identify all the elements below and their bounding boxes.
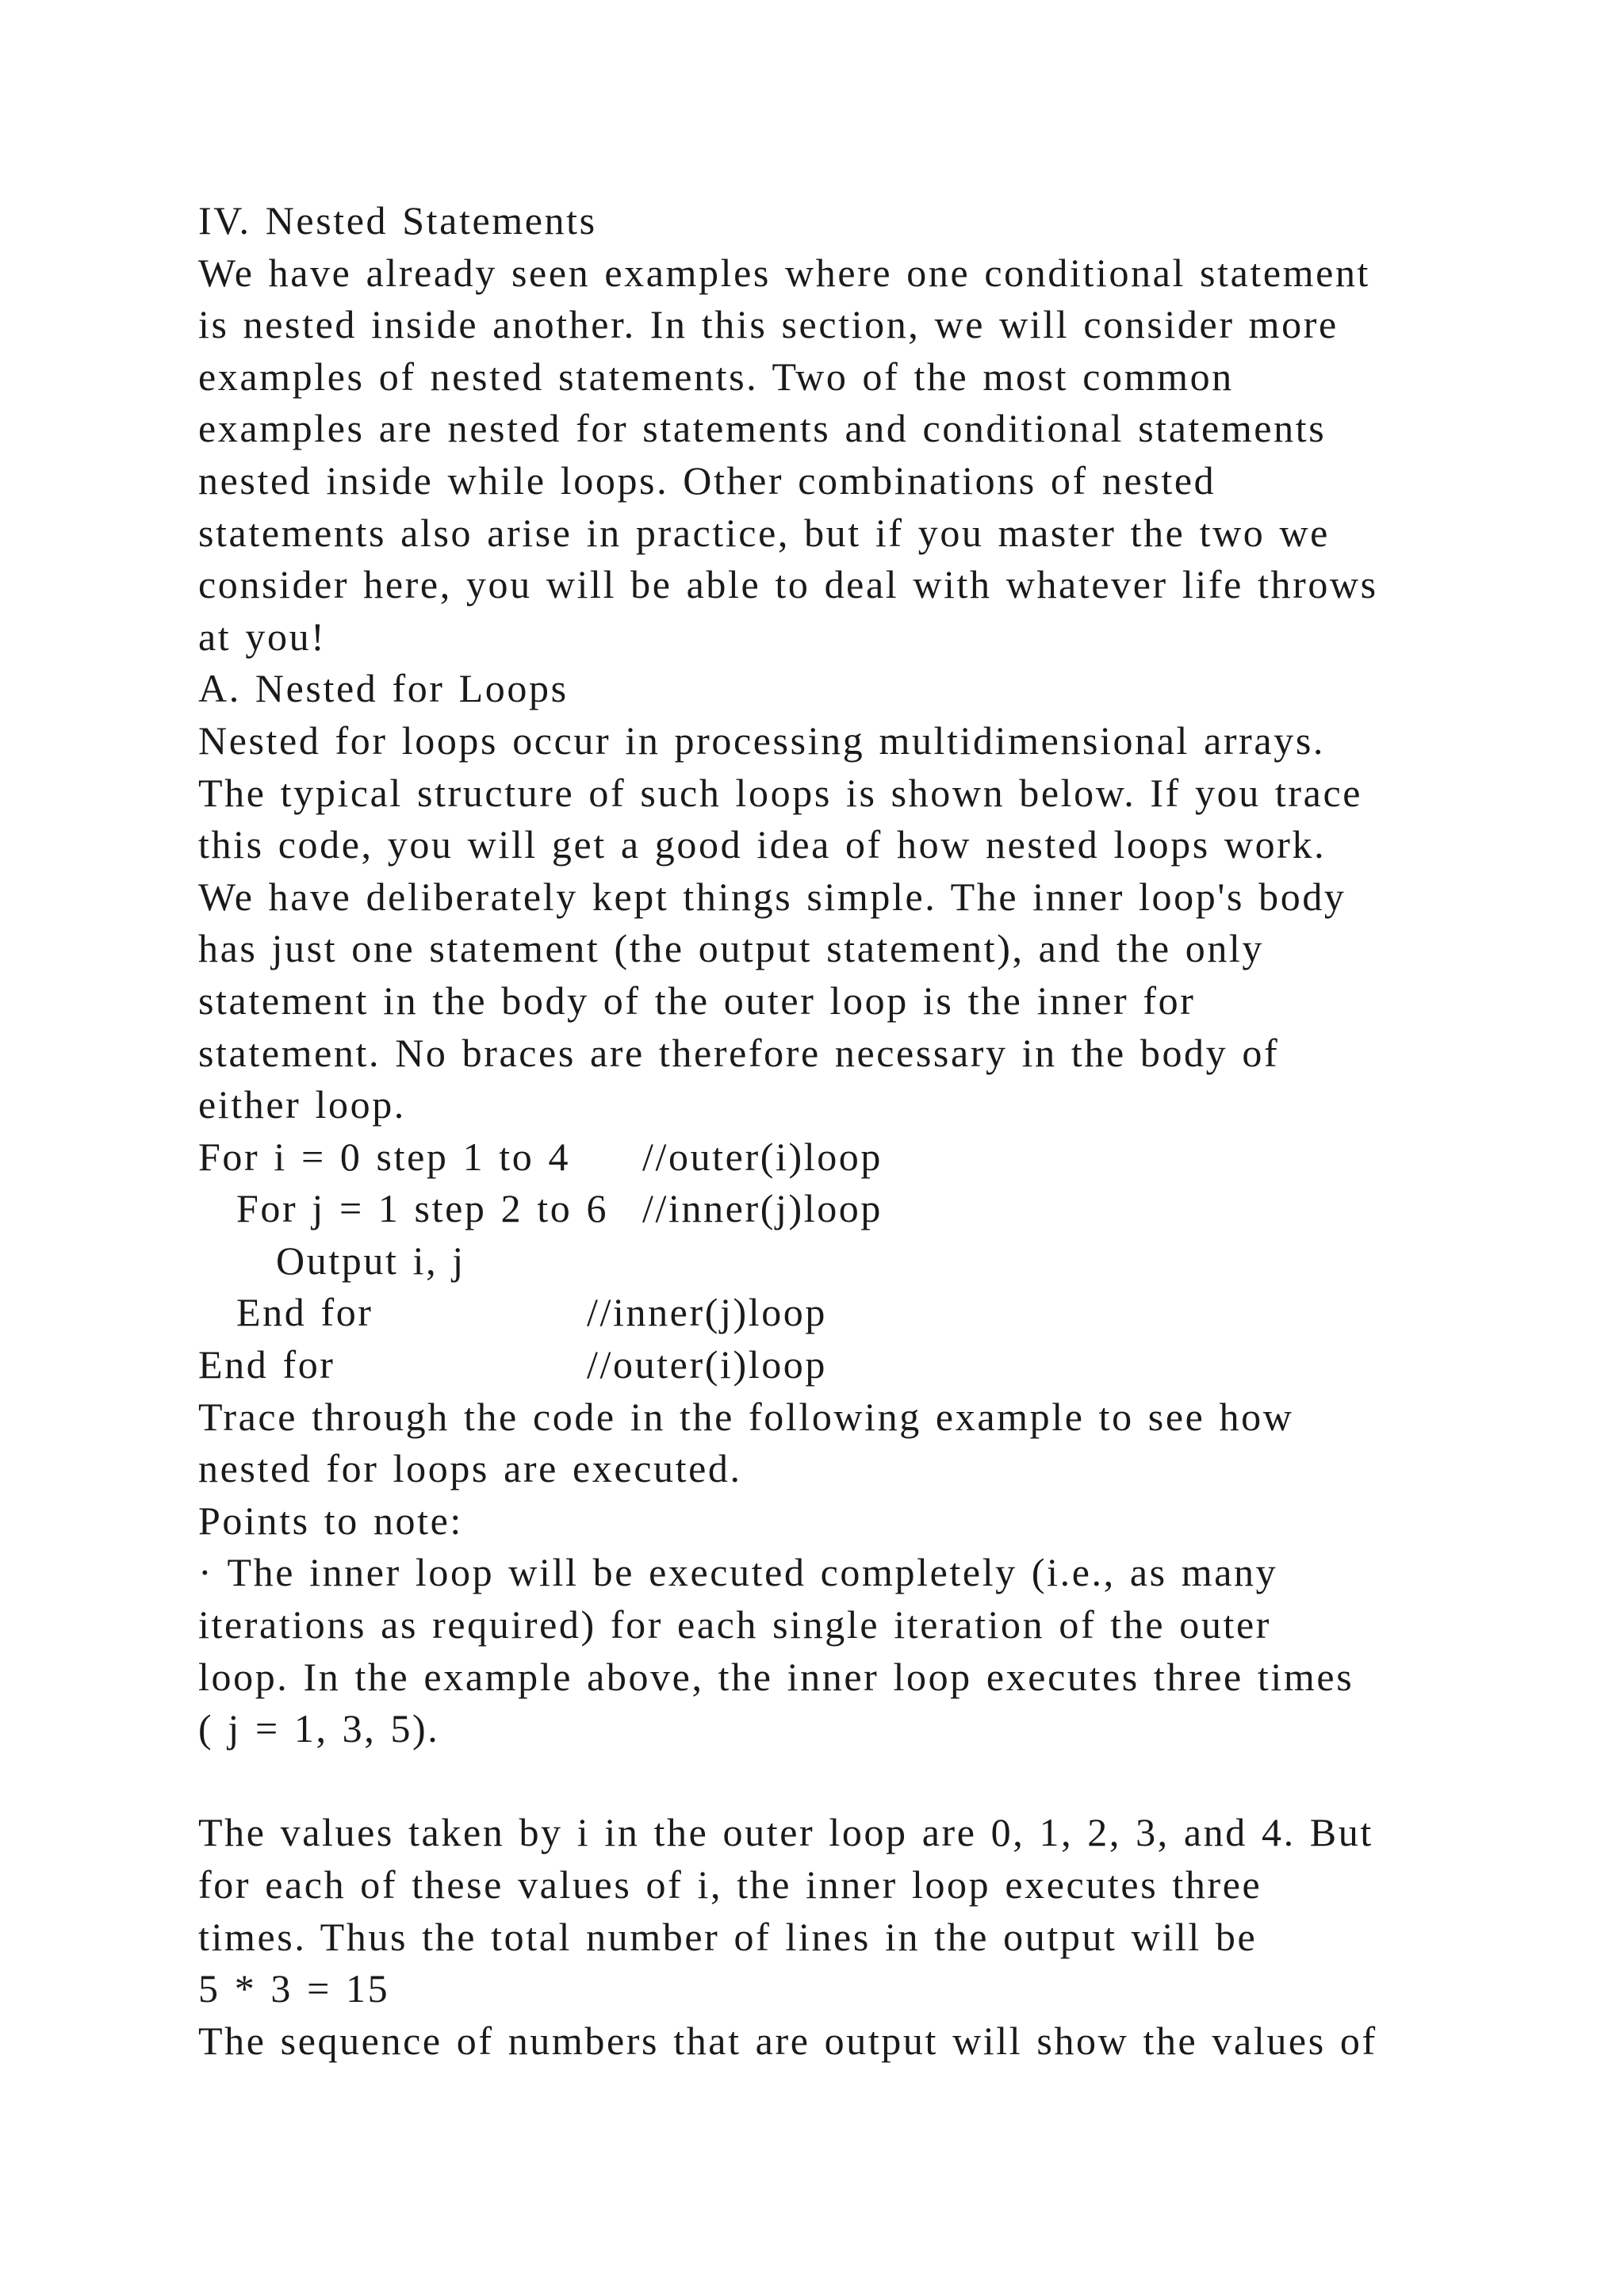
section-a-line: has just one statement (the output statement), and the only (198, 926, 1265, 971)
section-a-line: The typical structure of such loops is shown below. If you trace (198, 770, 1363, 815)
trace-line: nested for loops are executed. (198, 1446, 742, 1491)
intro-line: consider here, you will be able to deal with whatever life throws (198, 562, 1378, 607)
code-comment: //outer(i)loop (587, 1342, 828, 1387)
point-1-line: · The inner loop will be executed completely (i.e., as many (198, 1550, 1278, 1595)
section-heading: IV. Nested Statements (198, 198, 597, 243)
section-a-line: statement. No braces are therefore necessary in the body of (198, 1030, 1280, 1075)
intro-line: We have already seen examples where one conditional statement (198, 250, 1371, 295)
section-a-line: Nested for loops occur in processing multidimensional arrays. (198, 718, 1325, 763)
code-line-outer-end (198, 1339, 1499, 1391)
point-2-line: 5 * 3 = 15 (198, 1966, 390, 2011)
code-statement: For i = 0 step 1 to 4 (198, 1134, 571, 1179)
point-1-line: ( j = 1, 3, 5). (198, 1706, 440, 1751)
code-statement: Output i, j (276, 1238, 465, 1283)
section-a-line: this code, you will get a good idea of how nested loops work. (198, 822, 1327, 867)
point-2-line: The values taken by i in the outer loop are 0, 1, 2, 3, and 4. But (198, 1810, 1373, 1855)
point-2-line: times. Thus the total number of lines in the output will be (198, 1914, 1258, 1959)
section-a-line: We have deliberately kept things simple. The inner loop's body (198, 874, 1346, 919)
intro-line: at you! (198, 614, 327, 659)
code-line-inner-end (198, 1287, 1499, 1339)
point-1-line: iterations as required) for each single iteration of the outer (198, 1602, 1272, 1647)
subsection-heading: A. Nested for Loops (198, 666, 569, 711)
intro-line: is nested inside another. In this section, we will consider more (198, 302, 1339, 347)
section-a-line: either loop. (198, 1082, 406, 1127)
code-comment: //outer(i)loop (642, 1134, 883, 1179)
intro-line: statements also arise in practice, but if you master the two we (198, 510, 1330, 555)
code-comment: //inner(j)loop (587, 1290, 828, 1335)
code-comment: //inner(j)loop (642, 1186, 883, 1231)
trace-line: Trace through the code in the following example to see how (198, 1394, 1294, 1439)
paragraph-spacer (198, 1755, 1499, 1808)
code-statement: For j = 1 step 2 to 6 (236, 1186, 609, 1231)
point-1-line: loop. In the example above, the inner loop executes three times (198, 1654, 1354, 1699)
intro-line: nested inside while loops. Other combinations of nested (198, 457, 1216, 503)
points-label: Points to note: (198, 1498, 463, 1543)
code-line-inner-for (198, 1183, 1499, 1235)
intro-line: examples of nested statements. Two of the most common (198, 354, 1234, 399)
code-statement: End for (236, 1290, 373, 1335)
code-line-output (198, 1235, 1499, 1288)
point-2-line: The sequence of numbers that are output will show the values of (198, 2018, 1377, 2063)
document-body (198, 195, 1499, 2067)
code-statement: End for (198, 1342, 335, 1387)
section-a-line: statement in the body of the outer loop is the inner for (198, 978, 1196, 1023)
intro-line: examples are nested for statements and conditional statements (198, 406, 1327, 451)
code-line-outer-for (198, 1131, 1499, 1184)
point-2-line: for each of these values of i, the inner loop executes three (198, 1862, 1262, 1907)
